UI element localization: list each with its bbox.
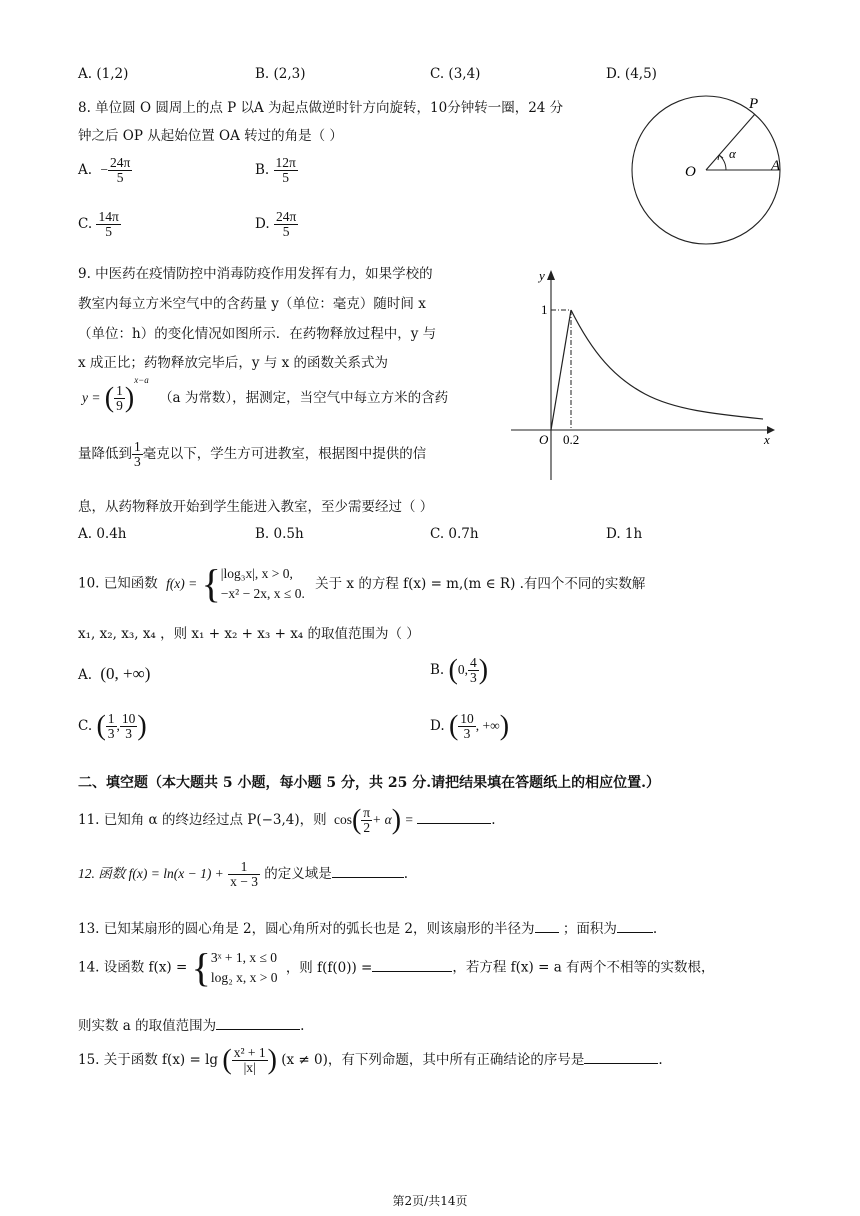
y-axis-arrow (547, 270, 555, 280)
q8-line1: 8. 单位圆 O 圆周上的点 P 以A 为起点做逆时针方向旋转，10分钟转一圈，24 分 (78, 100, 564, 116)
q12: 12. 函数 f(x) = ln(x − 1) + $\frac{1}{x - 3}$ 的定义域是 . (78, 859, 409, 890)
q8-option-d: D. $\frac{24\pi}{5}$ (255, 209, 297, 240)
q8-unit-circle-figure (625, 88, 785, 258)
q7-option-d: D. (4,5) (606, 66, 657, 82)
q15: 15. 关于函数 f(x) = lg ( $\frac{\text{x² + 1}}{|x|}$ ) (x ≠ 0)，有下列命题，其中所有正确结论的序号是 . (78, 1044, 663, 1076)
q10-option-a: A. (0, +∞) (78, 664, 151, 683)
x-axis-label: x (764, 432, 770, 447)
q7-option-c: C. (3,4) (430, 66, 481, 82)
q9-concentration-graph (505, 266, 780, 486)
q14-line1: 14. 设函数 f(x) = { 3ˣ + 1, x ≤ 0 log₂ x, x > 0 ，则 f(f(0)) = ，若方程 f(x) = a 有两个不相等的实数根， (78, 945, 715, 990)
label-alpha: α (729, 146, 736, 161)
q9-line1: 9. 中医药在疫情防控中消毒防疫作用发挥有力，如果学校的 (78, 266, 433, 282)
origin-label: O (539, 432, 549, 447)
q8-line2: 钟之后 OP 从起始位置 OA 转过的角是（ ） (78, 128, 343, 144)
q9-option-c: C. 0.7h (430, 526, 479, 542)
q13-radius-blank[interactable] (535, 918, 559, 933)
section-heading: 二、填空题（本大题共 5 小题，每小题 5 分，共 25 分.请把结果填在答题纸上的相应位置.） (78, 775, 660, 791)
q10-line1: 10. 已知函数 f(x) = { |log₃x|, x > 0, −x² − 2x, x ≤ 0. 关于 x 的方程 f(x) = m,(m ∈ R) .有四个不同的实数解 (78, 561, 646, 606)
q10-option-b: B. (0, $\frac{4}{3}$ ) (430, 654, 489, 686)
q9-line4: x 成正比；药物释放完毕后，y 与 x 的函数关系式为 (78, 355, 389, 371)
q7-option-b: B. (2,3) (255, 66, 306, 82)
q12-answer-blank[interactable] (332, 863, 404, 878)
q13-area-blank[interactable] (617, 918, 653, 933)
q9-line7: 息，从药物释放开始到学生能进入教室，至少需要经过（ ） (78, 499, 434, 515)
q10-line2: x₁, x₂, x₃, x₄ ，则 x₁ + x₂ + x₃ + x₄ 的取值范围为（ ） (78, 626, 420, 642)
label-p: P (749, 96, 759, 112)
label-a: A (771, 158, 781, 174)
decay-curve (571, 310, 763, 419)
q15-answer-blank[interactable] (584, 1049, 658, 1064)
q10-option-c: C. ( $\frac{1}{3}$ , $\frac{10}{3}$ ) (78, 710, 147, 742)
q10-option-d: D. ( $\frac{10}{3}$ , +∞) (430, 710, 510, 742)
q9-line6: 量降低到 $\frac{1}{3}$ 毫克以下，学生方可进教室，根据图中提供的信 (78, 439, 427, 470)
q14-line2: 则实数 a 的取值范围为 . (78, 1014, 304, 1034)
x-tick-label: 0.2 (563, 432, 580, 447)
radius-op (706, 114, 755, 170)
q9-formula-line: y = ( $\frac{1}{9}$ )$^{x-a}$ （a 为常数），据测定，当空气中每立方米的含药 (82, 374, 449, 414)
q8-option-a: A. − $\frac{24\pi}{5}$ (78, 155, 131, 186)
q9-option-b: B. 0.5h (255, 526, 304, 542)
q8-option-b: B. $\frac{12\pi}{5}$ (255, 155, 296, 186)
q11-answer-blank[interactable] (417, 809, 491, 824)
q9-line3: （单位：h）的变化情况如图所示．在药物释放过程中，y 与 (78, 326, 437, 342)
q7-option-a: A. (1,2) (78, 66, 129, 82)
label-o: O (685, 164, 696, 180)
y-axis-label: y (539, 268, 545, 283)
q9-option-a: A. 0.4h (78, 526, 127, 542)
y-tick-one: 1 (541, 302, 548, 317)
q13: 13. 已知某扇形的圆心角是 2，圆心角所对的弧长也是 2，则该扇形的半径为 ；面积为 . (78, 917, 657, 937)
q8-option-c: C. $\frac{14\pi}{5}$ (78, 209, 119, 240)
page-footer: 第2页/共14页 (392, 1194, 468, 1208)
q9-line2: 教室内每立方米空气中的含药量 y（单位：毫克）随时间 x (78, 296, 426, 312)
q11: 11. 已知角 α 的终边经过点 P(−3,4)，则 cos( $\frac{\pi}{2}$ + α) = . (78, 804, 496, 836)
rise-segment (551, 310, 571, 430)
q14-range-blank[interactable] (216, 1015, 300, 1030)
q9-option-d: D. 1h (606, 526, 643, 542)
q14-value-blank[interactable] (372, 957, 452, 972)
